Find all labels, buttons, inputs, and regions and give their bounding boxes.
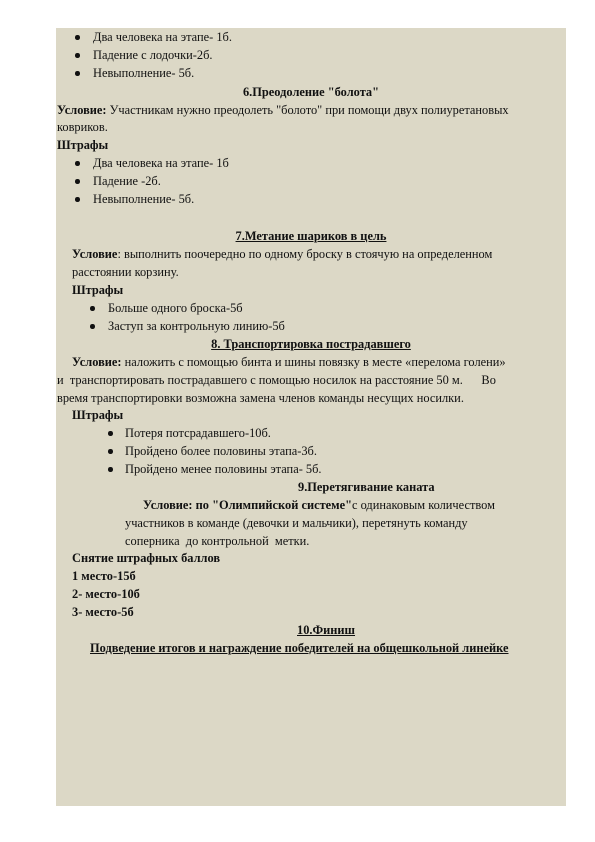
list-item: Падение с лодочки-2б. bbox=[93, 48, 213, 62]
section-9-condition bbox=[143, 498, 495, 513]
section-7-condition bbox=[72, 247, 492, 262]
section-9-condition-cont: соперника до контрольной метки. bbox=[125, 534, 310, 548]
bullet-icon bbox=[75, 53, 80, 58]
list-item: Потеря потсрадавшего-10б. bbox=[125, 426, 271, 440]
section-7-condition-cont: расстоянии корзину. bbox=[72, 265, 179, 279]
section-9-title: 9.Перетягивание каната bbox=[298, 480, 435, 494]
section-6-penalties-label: Штрафы bbox=[57, 138, 109, 152]
bullet-icon bbox=[108, 449, 113, 454]
bullet-icon bbox=[75, 161, 80, 166]
list-item: Невыполнение- 5б. bbox=[93, 66, 195, 80]
condition-text: с одинаковым количеством bbox=[352, 498, 495, 512]
section-6-condition-cont: ковриков. bbox=[57, 120, 108, 134]
list-item: Два человека на этапе- 1б. bbox=[93, 30, 232, 44]
list-item: Падение -2б. bbox=[93, 174, 161, 188]
section-10-subtitle: Подведение итогов и награждение победителей на общешкольной линейке bbox=[90, 641, 509, 655]
condition-label: Условие bbox=[72, 247, 118, 261]
list-item: Заступ за контрольную линию-5б bbox=[108, 319, 285, 333]
penalty-removal-label: Снятие штрафных баллов bbox=[72, 551, 221, 565]
bullet-icon bbox=[90, 306, 95, 311]
list-item: Пройдено менее половины этапа- 5б. bbox=[125, 462, 322, 476]
section-7-penalties-label: Штрафы bbox=[72, 283, 124, 297]
condition-text: наложить с помощью бинта и шины повязку в месте «перелома голени» bbox=[121, 355, 506, 369]
condition-text: Участникам нужно преодолеть "болото" при помощи двух полиуретановых bbox=[106, 103, 509, 117]
bullet-icon bbox=[75, 35, 80, 40]
bullet-icon bbox=[108, 467, 113, 472]
condition-label: Условие: bbox=[57, 103, 107, 117]
section-8-condition-cont: время транспортировки возможна замена членов команды несущих носилки. bbox=[57, 391, 464, 405]
bullet-icon bbox=[108, 431, 113, 436]
list-item: Больше одного броска-5б bbox=[108, 301, 243, 315]
place-item: 2- место-10б bbox=[72, 587, 140, 601]
list-item: Два человека на этапе- 1б bbox=[93, 156, 229, 170]
section-8-condition-cont: и транспортировать пострадавшего с помощью носилок на расстояние 50 м. Во bbox=[57, 373, 496, 387]
section-8-condition bbox=[72, 355, 506, 370]
page-background bbox=[56, 28, 566, 806]
place-item: 1 место-15б bbox=[72, 569, 136, 583]
list-item: Невыполнение- 5б. bbox=[93, 192, 195, 206]
condition-label: Условие: bbox=[72, 355, 122, 369]
section-9-condition-cont: участников в команде (девочки и мальчики), перетянуть команду bbox=[125, 516, 468, 530]
section-6-condition bbox=[57, 103, 509, 118]
section-10-title: 10.Финиш bbox=[297, 623, 356, 637]
place-item: 3- место-5б bbox=[72, 605, 134, 619]
section-8-title: 8. Транспортировка пострадавшего bbox=[211, 337, 411, 351]
section-8-penalties-label: Штрафы bbox=[72, 408, 124, 422]
condition-text: : выполнить поочередно по одному броску в стоячую на определенном bbox=[117, 247, 493, 261]
bullet-icon bbox=[90, 324, 95, 329]
bullet-icon bbox=[75, 179, 80, 184]
list-item: Пройдено более половины этапа-3б. bbox=[125, 444, 317, 458]
section-7-title: 7.Метание шариков в цель bbox=[235, 229, 387, 243]
bullet-icon bbox=[75, 71, 80, 76]
section-6-title: 6.Преодоление "болота" bbox=[242, 85, 380, 99]
bullet-icon bbox=[75, 197, 80, 202]
condition-label: Условие: по "Олимпийской системе" bbox=[143, 498, 352, 512]
